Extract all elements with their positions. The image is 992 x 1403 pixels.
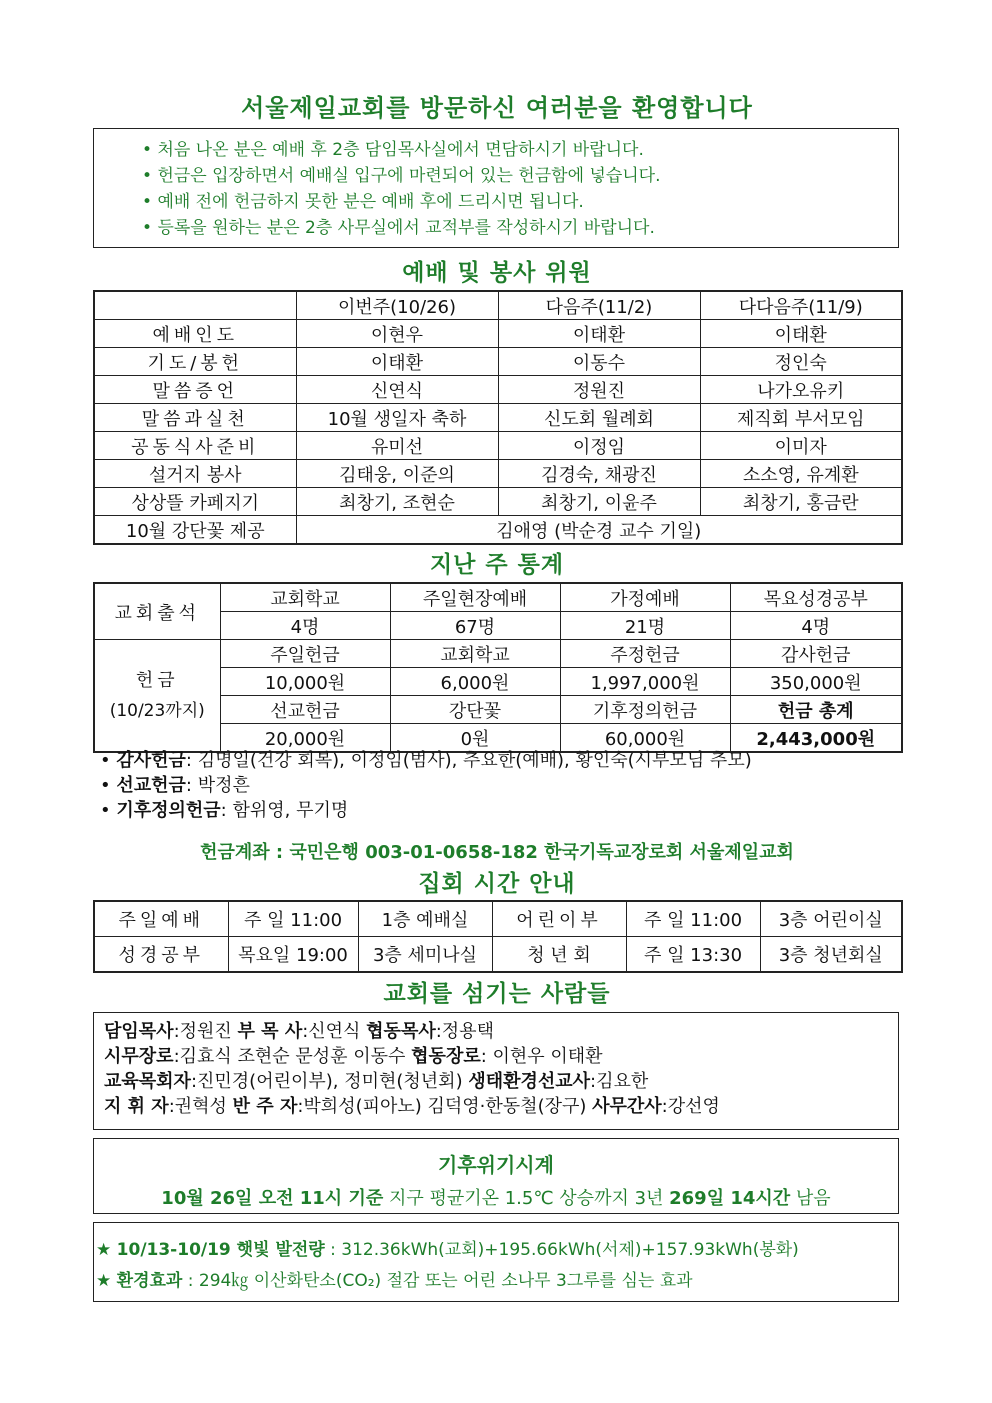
table-header: 교회학교 <box>390 640 560 668</box>
climate-title: 기후위기시계 <box>438 1153 554 1177</box>
table-cell: 김애영 (박순경 교수 기일) <box>296 516 902 545</box>
table-cell: 주 일 11:00 <box>626 901 760 937</box>
account-info: 헌금계좌 : 국민은행 003-01-0658-182 한국기독교장로회 서울제일교회 <box>200 842 794 863</box>
row-label: 설거지 봉사 <box>94 460 296 488</box>
table-cell: 주일예배 <box>94 901 228 937</box>
service-table <box>93 290 903 545</box>
table-row <box>94 640 902 668</box>
table-cell: 10,000원 <box>220 668 390 696</box>
welcome-title: 서울제일교회를 방문하신 여러분을 환영합니다 <box>241 94 753 122</box>
table-row <box>94 583 902 612</box>
table-cell: 소소영, 유계환 <box>700 460 902 488</box>
offering-notes <box>100 748 752 823</box>
table-cell: 주 일 13:30 <box>626 937 760 973</box>
meetings-title: 집회 시간 안내 <box>418 871 576 897</box>
table-header: 선교헌금 <box>220 696 390 724</box>
table-header: 감사헌금 <box>730 640 902 668</box>
star-icon: ★ <box>96 1240 112 1260</box>
table-cell: 최창기, 홍금란 <box>700 488 902 516</box>
table-cell: 60,000원 <box>560 724 730 753</box>
staff-list <box>94 1013 898 1122</box>
table-cell: 350,000원 <box>730 668 902 696</box>
row-label: 상상뜰 카페지기 <box>94 488 296 516</box>
table-cell: 정인숙 <box>700 348 902 376</box>
welcome-item: • 처음 나온 분은 예배 후 2층 담임목사실에서 면담하시기 바랍니다. <box>142 140 644 160</box>
table-cell: 최창기, 조현순 <box>296 488 498 516</box>
table-cell: 이현우 <box>296 320 498 348</box>
table-cell: 이태환 <box>296 348 498 376</box>
table-row <box>94 404 902 432</box>
meetings-table <box>93 900 903 973</box>
table-cell: 2,443,000원 <box>730 724 902 753</box>
table-cell: 1층 예배실 <box>358 901 492 937</box>
table-header: 교회학교 <box>220 583 390 612</box>
climate-text: 10월 26일 오전 11시 기준 지구 평균기온 1.5℃ 상승까지 3년 269일 14시간 남음 <box>161 1188 831 1209</box>
table-cell: 김태웅, 이준의 <box>296 460 498 488</box>
staff-line: 담임목사:정원진 부 목 사:신연식 협동목사:정용택 <box>104 1021 494 1042</box>
staff-line: 지 휘 자:권혁성 반 주 자:박희성(피아노) 김덕영·한동철(장구) 사무간사:강선영 <box>104 1096 720 1117</box>
table-header: 가정예배 <box>560 583 730 612</box>
solar-line: ★ 10/13-10/19 햇빛 발전량 : 312.36kWh(교회)+195.66kWh(서제)+157.93kWh(봉화) <box>96 1240 799 1260</box>
table-header: 다다음주(11/9) <box>700 291 902 320</box>
table-row <box>94 516 902 545</box>
row-label: 기도/봉헌 <box>94 348 296 376</box>
table-row <box>94 488 902 516</box>
table-cell: 신도회 월례회 <box>498 404 700 432</box>
table-cell: 이태환 <box>700 320 902 348</box>
row-label: 말씀증언 <box>94 376 296 404</box>
note-line: • 기후정의헌금: 함위영, 무기명 <box>100 800 349 821</box>
table-cell: 신연식 <box>296 376 498 404</box>
table-header: 다음주(11/2) <box>498 291 700 320</box>
welcome-item: • 등록을 원하는 분은 2층 사무실에서 교적부를 작성하시기 바랍니다. <box>142 218 655 238</box>
table-cell: 21명 <box>560 612 730 640</box>
table-cell: 6,000원 <box>390 668 560 696</box>
table-cell: 0원 <box>390 724 560 753</box>
table-cell: 이태환 <box>498 320 700 348</box>
table-header: 헌금 총계 <box>730 696 902 724</box>
table-row <box>94 432 902 460</box>
staff-box <box>93 1012 899 1130</box>
welcome-box <box>93 128 899 248</box>
table-cell: 목요일 19:00 <box>228 937 358 973</box>
solar-box <box>93 1222 899 1302</box>
staff-line: 교육목회자:진민경(어린이부), 정미현(청년회) 생태환경선교사:김요한 <box>104 1071 649 1092</box>
table-cell: 4명 <box>220 612 390 640</box>
table-cell: 정원진 <box>498 376 700 404</box>
service-title: 예배 및 봉사 위원 <box>402 260 592 286</box>
table-row <box>94 376 902 404</box>
table-header: 주일헌금 <box>220 640 390 668</box>
row-label: 교회출석 <box>94 583 220 640</box>
row-label <box>94 640 220 753</box>
staff-title: 교회를 섬기는 사람들 <box>383 981 611 1007</box>
table-cell: 3층 어린이실 <box>760 901 902 937</box>
table-header-row <box>94 291 902 320</box>
table-cell: 20,000원 <box>220 724 390 753</box>
table-row <box>94 901 902 937</box>
stats-table <box>93 582 903 753</box>
table-cell: 어린이부 <box>492 901 626 937</box>
table-cell: 4명 <box>730 612 902 640</box>
table-header <box>94 291 296 320</box>
table-cell: 성경공부 <box>94 937 228 973</box>
staff-line: 시무장로:김효식 조현순 문성훈 이동수 협동장로: 이현우 이태환 <box>104 1046 603 1067</box>
welcome-item: • 예배 전에 헌금하지 못한 분은 예배 후에 드리시면 됩니다. <box>142 192 584 212</box>
table-cell: 10월 생일자 축하 <box>296 404 498 432</box>
table-cell: 3층 청년회실 <box>760 937 902 973</box>
table-cell: 67명 <box>390 612 560 640</box>
table-header: 목요성경공부 <box>730 583 902 612</box>
row-label: 말씀과실천 <box>94 404 296 432</box>
climate-box <box>93 1138 899 1214</box>
table-row <box>94 937 902 973</box>
row-label: 공동식사준비 <box>94 432 296 460</box>
table-cell: 김경숙, 채광진 <box>498 460 700 488</box>
note-line: • 감사헌금: 김명일(건강 회복), 이정임(범사), 추요한(예배), 황인숙(시부모님 추모) <box>100 750 752 771</box>
star-icon: ★ <box>96 1271 112 1291</box>
table-cell: 3층 세미나실 <box>358 937 492 973</box>
table-cell: 나가오유키 <box>700 376 902 404</box>
table-header: 주일현장예배 <box>390 583 560 612</box>
offering-date: (10/23까지) <box>109 700 205 721</box>
solar-line: ★ 환경효과 : 294㎏ 이산화탄소(CO₂) 절감 또는 어린 소나무 3그루를 심는 효과 <box>96 1271 693 1291</box>
table-cell: 제직회 부서모임 <box>700 404 902 432</box>
table-header: 주정헌금 <box>560 640 730 668</box>
row-label: 예배인도 <box>94 320 296 348</box>
offering-label: 헌금 <box>135 669 179 691</box>
stats-title: 지난 주 통계 <box>429 552 565 578</box>
table-row <box>94 348 902 376</box>
table-cell: 주 일 11:00 <box>228 901 358 937</box>
table-cell: 이정임 <box>498 432 700 460</box>
table-header: 이번주(10/26) <box>296 291 498 320</box>
table-header: 강단꽃 <box>390 696 560 724</box>
table-cell: 청 년 회 <box>492 937 626 973</box>
table-cell: 이미자 <box>700 432 902 460</box>
table-cell: 이동수 <box>498 348 700 376</box>
table-header: 기후정의헌금 <box>560 696 730 724</box>
table-cell: 1,997,000원 <box>560 668 730 696</box>
table-cell: 유미선 <box>296 432 498 460</box>
welcome-item: • 헌금은 입장하면서 예배실 입구에 마련되어 있는 헌금함에 넣습니다. <box>142 166 661 186</box>
table-cell: 최창기, 이윤주 <box>498 488 700 516</box>
table-row <box>94 320 902 348</box>
table-row <box>94 460 902 488</box>
welcome-list <box>94 137 898 241</box>
note-line: • 선교헌금: 박정흔 <box>100 775 250 796</box>
row-label: 10월 강단꽃 제공 <box>94 516 296 545</box>
